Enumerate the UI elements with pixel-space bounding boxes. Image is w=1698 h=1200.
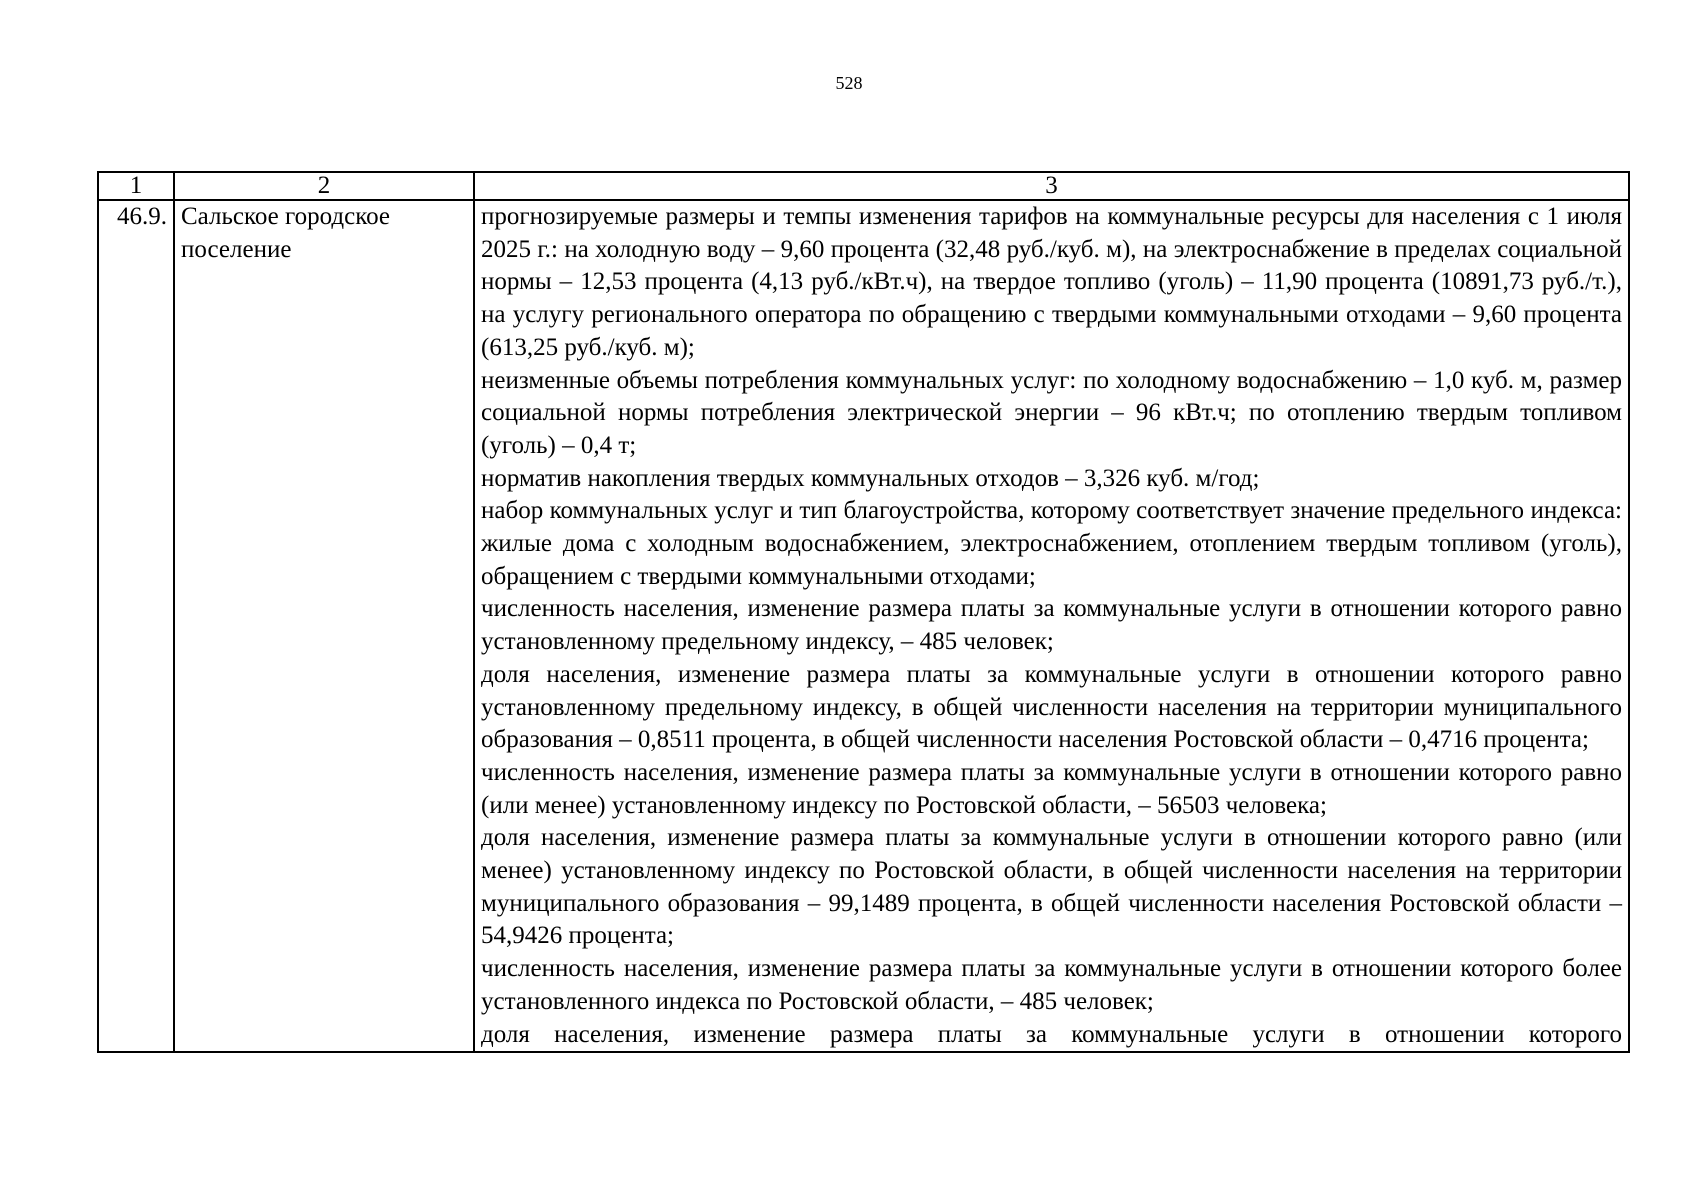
paragraph-tariffs: прогнозируемые размеры и темпы изменения тарифов на коммунальные ресурсы для населения с 1 июля 2025 г.: на холодную воду – 9,60 процента (32,48 руб./куб. м), на электроснабжение в пределах социальной нормы – 12,53 процента (4,13 руб./кВт.ч), на твердое топливо (уголь) – 11,90 процента (10891,73 руб./т.), на услугу регионального оператора по обращению с твердыми коммунальными отходами – 9,60 процента (613,25 руб./куб. м); [481,203,1622,361]
paragraph-population-more: численность населения, изменение размера платы за коммунальные услуги в отношении которого более установленного индекса по Ростовской области, – 485 человек; [481,955,1622,1015]
table-header-row [98,172,1629,200]
tariff-table [97,171,1630,1053]
page-number: 528 [835,73,863,93]
header-col-1: 1 [98,172,174,200]
header-col-2: 2 [174,172,474,200]
table-row [98,200,1629,1052]
paragraph-population-less: численность населения, изменение размера платы за коммунальные услуги в отношении которого равно (или менее) установленному индексу по Ростовской области, – 56503 человека; [481,758,1622,819]
paragraph-share-less: доля населения, изменение размера платы за коммунальные услуги в отношении которого равно (или менее) установленному индексу по Ростовской области, в общей численности населения на территории муниципального образования – 99,1489 процента, в общей численности населения Ростовской области – 54,9426 процента; [481,824,1622,950]
paragraph-consumption: неизменные объемы потребления коммунальных услуг: по холодному водоснабжению – 1,0 куб. м, размер социальной нормы потребления электрической энергии – 96 кВт.ч; по отоплению твердым топливом (уголь) – 0,4 т; [481,366,1622,459]
row-content [474,200,1629,1052]
row-number: 46.9. [98,200,174,1052]
paragraph-population-equal: численность населения, изменение размера платы за коммунальные услуги в отношении которого равно установленному предельному индексу, – 485 человек; [481,595,1622,656]
paragraph-share-more: доля населения, изменение размера платы за коммунальные услуги в отношении которого [481,1020,1622,1048]
header-col-3: 3 [474,172,1629,200]
paragraph-share-equal: доля населения, изменение размера платы за коммунальные услуги в отношении которого равно установленному предельному индексу, в общей численности населения на территории муниципального образования – 0,8511 процента, в общей численности населения Ростовской области – 0,4716 процента; [481,660,1622,754]
settlement-name: Сальское городское поселение [174,200,474,1052]
paragraph-waste-norm: норматив накопления твердых коммунальных отходов – 3,326 куб. м/год; [481,464,1260,492]
paragraph-services-set: набор коммунальных услуг и тип благоустройства, которому соответствует значение предельного индекса: жилые дома с холодным водоснабжением, электроснабжением, отоплением твердым топливом (уголь), обращением с твердыми коммунальными отходами; [481,497,1622,590]
